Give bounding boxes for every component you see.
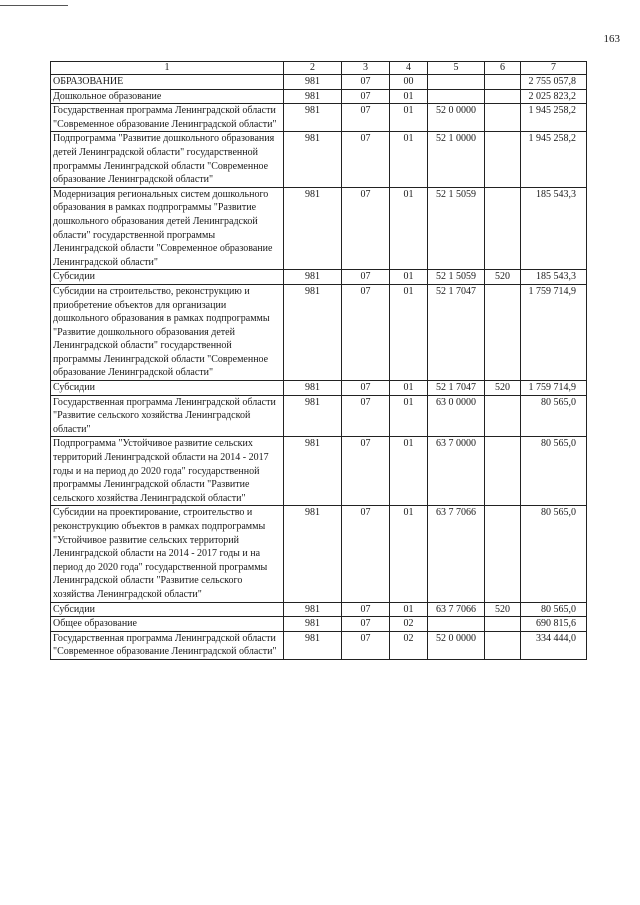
- expense-type-cell: [485, 75, 521, 90]
- section-cell: 07: [342, 395, 390, 437]
- ministry-code-cell: 981: [284, 381, 342, 396]
- subsection-cell: 01: [390, 270, 428, 285]
- amount-cell: 2 025 823,2: [521, 89, 587, 104]
- table-header-row: [51, 62, 587, 75]
- subsection-cell: 01: [390, 104, 428, 132]
- target-article-cell: 52 1 7047: [428, 284, 485, 380]
- item-name-cell: Субсидии: [51, 270, 284, 285]
- header-cell: 4: [390, 62, 428, 75]
- header-cell: 5: [428, 62, 485, 75]
- table-row: [51, 89, 587, 104]
- expense-type-cell: 520: [485, 270, 521, 285]
- section-cell: 07: [342, 187, 390, 270]
- item-name-cell: Дошкольное образование: [51, 89, 284, 104]
- target-article-cell: [428, 89, 485, 104]
- header-cell: 1: [51, 62, 284, 75]
- amount-cell: 1 945 258,2: [521, 132, 587, 187]
- section-cell: 07: [342, 631, 390, 659]
- item-name-cell: Подпрограмма "Устойчивое развитие сельских территорий Ленинградской области на 2014 - 2017 годы и на период до 2020 года" государственной программы Ленинградской области "Развитие сельского хозяйства Ленинградской области": [51, 437, 284, 506]
- amount-cell: 2 755 057,8: [521, 75, 587, 90]
- item-name-cell: Государственная программа Ленинградской области "Развитие сельского хозяйства Ленинградской области": [51, 395, 284, 437]
- header-cell: 2: [284, 62, 342, 75]
- expense-type-cell: 520: [485, 602, 521, 617]
- table-row: [51, 270, 587, 285]
- header-cell: 7: [521, 62, 587, 75]
- expense-type-cell: [485, 617, 521, 632]
- subsection-cell: 01: [390, 381, 428, 396]
- section-cell: 07: [342, 132, 390, 187]
- target-article-cell: 63 0 0000: [428, 395, 485, 437]
- expense-type-cell: [485, 395, 521, 437]
- table-row: [51, 104, 587, 132]
- amount-cell: 80 565,0: [521, 506, 587, 602]
- section-cell: 07: [342, 602, 390, 617]
- header-cell: 6: [485, 62, 521, 75]
- ministry-code-cell: 981: [284, 132, 342, 187]
- item-name-cell: Модернизация региональных систем дошкольного образования в рамках подпрограммы "Развитие дошкольного образования детей Ленинградской области" государственной программы Ленинградской области "Современное образование Ленинградской области": [51, 187, 284, 270]
- ministry-code-cell: 981: [284, 104, 342, 132]
- item-name-cell: Субсидии: [51, 381, 284, 396]
- section-cell: 07: [342, 381, 390, 396]
- item-name-cell: Подпрограмма "Развитие дошкольного образования детей Ленинградской области" государственной программы Ленинградской области "Современное образование Ленинградской области": [51, 132, 284, 187]
- table-row: [51, 506, 587, 602]
- target-article-cell: 63 7 7066: [428, 506, 485, 602]
- ministry-code-cell: 981: [284, 284, 342, 380]
- target-article-cell: 52 0 0000: [428, 104, 485, 132]
- target-article-cell: [428, 617, 485, 632]
- section-cell: 07: [342, 284, 390, 380]
- ministry-code-cell: 981: [284, 395, 342, 437]
- table-row: [51, 284, 587, 380]
- section-cell: 07: [342, 75, 390, 90]
- amount-cell: 334 444,0: [521, 631, 587, 659]
- table-row: [51, 602, 587, 617]
- ministry-code-cell: 981: [284, 89, 342, 104]
- expense-type-cell: [485, 437, 521, 506]
- target-article-cell: 52 1 0000: [428, 132, 485, 187]
- item-name-cell: ОБРАЗОВАНИЕ: [51, 75, 284, 90]
- expense-type-cell: 520: [485, 381, 521, 396]
- subsection-cell: 01: [390, 395, 428, 437]
- section-cell: 07: [342, 270, 390, 285]
- table-row: [51, 381, 587, 396]
- subsection-cell: 01: [390, 506, 428, 602]
- item-name-cell: Государственная программа Ленинградской области "Современное образование Ленинградской области": [51, 631, 284, 659]
- target-article-cell: 52 1 7047: [428, 381, 485, 396]
- subsection-cell: 01: [390, 89, 428, 104]
- amount-cell: 185 543,3: [521, 187, 587, 270]
- amount-cell: 1 759 714,9: [521, 284, 587, 380]
- subsection-cell: 00: [390, 75, 428, 90]
- ministry-code-cell: 981: [284, 437, 342, 506]
- page-number: 163: [603, 33, 620, 45]
- item-name-cell: Субсидии на проектирование, строительство и реконструкцию объектов в рамках подпрограммы "Устойчивое развитие сельских территорий Ленинградской области на 2014 - 2017 годы и на период до 2020 года" государственной программы Ленинградской области "Развитие сельского хозяйства Ленинградской области": [51, 506, 284, 602]
- expense-type-cell: [485, 506, 521, 602]
- ministry-code-cell: 981: [284, 617, 342, 632]
- table-row: [51, 437, 587, 506]
- expense-type-cell: [485, 187, 521, 270]
- section-cell: 07: [342, 104, 390, 132]
- expense-type-cell: [485, 89, 521, 104]
- target-article-cell: 52 1 5059: [428, 187, 485, 270]
- ministry-code-cell: 981: [284, 75, 342, 90]
- ministry-code-cell: 981: [284, 506, 342, 602]
- amount-cell: 690 815,6: [521, 617, 587, 632]
- target-article-cell: 63 7 7066: [428, 602, 485, 617]
- expense-type-cell: [485, 104, 521, 132]
- item-name-cell: Общее образование: [51, 617, 284, 632]
- subsection-cell: 01: [390, 132, 428, 187]
- target-article-cell: 52 1 5059: [428, 270, 485, 285]
- table-row: [51, 75, 587, 90]
- table-row: [51, 187, 587, 270]
- subsection-cell: 01: [390, 437, 428, 506]
- budget-table: [50, 61, 587, 660]
- amount-cell: 80 565,0: [521, 602, 587, 617]
- amount-cell: 185 543,3: [521, 270, 587, 285]
- subsection-cell: 01: [390, 602, 428, 617]
- ministry-code-cell: 981: [284, 270, 342, 285]
- section-cell: 07: [342, 437, 390, 506]
- section-cell: 07: [342, 617, 390, 632]
- ministry-code-cell: 981: [284, 187, 342, 270]
- corner-rule: [0, 5, 68, 6]
- section-cell: 07: [342, 89, 390, 104]
- subsection-cell: 01: [390, 187, 428, 270]
- ministry-code-cell: 981: [284, 602, 342, 617]
- table-row: [51, 631, 587, 659]
- expense-type-cell: [485, 284, 521, 380]
- header-cell: 3: [342, 62, 390, 75]
- ministry-code-cell: 981: [284, 631, 342, 659]
- target-article-cell: 52 0 0000: [428, 631, 485, 659]
- item-name-cell: Субсидии: [51, 602, 284, 617]
- target-article-cell: 63 7 0000: [428, 437, 485, 506]
- table-row: [51, 617, 587, 632]
- amount-cell: 1 759 714,9: [521, 381, 587, 396]
- subsection-cell: 02: [390, 617, 428, 632]
- subsection-cell: 01: [390, 284, 428, 380]
- section-cell: 07: [342, 506, 390, 602]
- amount-cell: 1 945 258,2: [521, 104, 587, 132]
- target-article-cell: [428, 75, 485, 90]
- expense-type-cell: [485, 631, 521, 659]
- item-name-cell: Субсидии на строительство, реконструкцию и приобретение объектов для организации дошкольного образования в рамках подпрограммы "Развитие дошкольного образования детей Ленинградской области" государственной программы Ленинградской области "Современное образование Ленинградской области": [51, 284, 284, 380]
- table-row: [51, 132, 587, 187]
- subsection-cell: 02: [390, 631, 428, 659]
- item-name-cell: Государственная программа Ленинградской области "Современное образование Ленинградской области": [51, 104, 284, 132]
- amount-cell: 80 565,0: [521, 395, 587, 437]
- table-row: [51, 395, 587, 437]
- expense-type-cell: [485, 132, 521, 187]
- amount-cell: 80 565,0: [521, 437, 587, 506]
